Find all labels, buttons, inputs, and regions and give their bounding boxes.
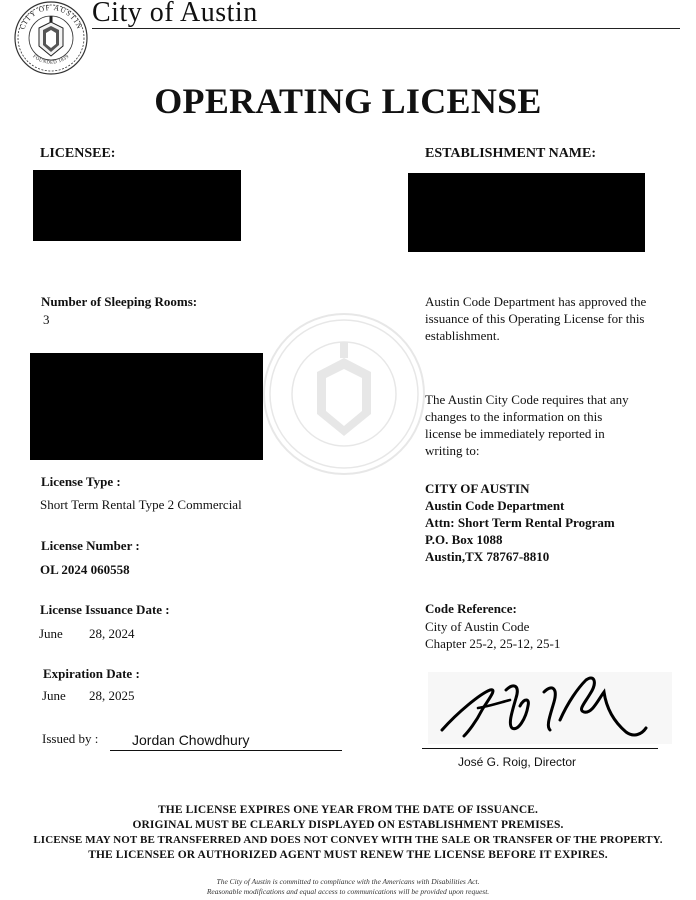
- code-reference-line: Chapter 25-2, 25-12, 25-1: [425, 636, 561, 651]
- requirement-line: license be immediately reported in: [425, 426, 605, 441]
- issuance-day-year: 28, 2024: [89, 626, 135, 641]
- code-reference: [425, 618, 560, 652]
- expiration-month: June: [42, 688, 66, 703]
- establishment-label: ESTABLISHMENT NAME:: [425, 146, 597, 161]
- redacted-address: [30, 353, 263, 460]
- redacted-licensee: [33, 170, 241, 241]
- issuance-month: June: [39, 626, 63, 641]
- licensee-label: LICENSEE:: [40, 146, 116, 161]
- approval-line: establishment.: [425, 328, 500, 343]
- expiration-date-label: Expiration Date :: [43, 666, 140, 681]
- seal-top-text: CITY OF AUSTIN: [17, 2, 85, 31]
- mailing-address: [425, 480, 615, 565]
- signature-line: [422, 748, 658, 749]
- watermark-seal-icon: [262, 312, 426, 476]
- approval-line: issuance of this Operating License for this: [425, 311, 645, 326]
- license-type-value: Short Term Rental Type 2 Commercial: [40, 497, 242, 512]
- address-line: CITY OF AUSTIN: [425, 481, 530, 496]
- rooms-label: Number of Sleeping Rooms:: [41, 294, 198, 309]
- seal-bottom-text: FOUNDED 1839: [31, 54, 71, 66]
- header-rule: [92, 28, 680, 29]
- city-seal-logo: [12, 0, 90, 76]
- notice-line: THE LICENSEE OR AUTHORIZED AGENT MUST RENEW THE LICENSE BEFORE IT EXPIRES.: [88, 849, 608, 861]
- address-line: Attn: Short Term Rental Program: [425, 515, 615, 530]
- ada-line: Reasonable modifications and equal access to communications will be provided upon request.: [206, 887, 490, 896]
- signature-graphic: [428, 672, 672, 744]
- requirement-line: changes to the information on this: [425, 409, 603, 424]
- city-name-header: City of Austin: [92, 0, 258, 28]
- license-type-label: License Type :: [41, 474, 121, 489]
- requirement-text: [425, 391, 629, 459]
- issued-by-underline: [110, 750, 342, 751]
- requirement-line: The Austin City Code requires that any: [425, 392, 629, 407]
- redacted-establishment: [408, 173, 645, 252]
- notice-line: ORIGINAL MUST BE CLEARLY DISPLAYED ON ESTABLISHMENT PREMISES.: [132, 819, 564, 831]
- expiration-day-year: 28, 2025: [89, 688, 135, 703]
- approval-line: Austin Code Department has approved the: [425, 294, 647, 309]
- approval-text: [425, 293, 646, 344]
- issuance-date-label: License Issuance Date :: [40, 602, 170, 617]
- requirement-line: writing to:: [425, 443, 480, 458]
- address-line: P.O. Box 1088: [425, 532, 503, 547]
- code-reference-label: Code Reference:: [425, 601, 517, 616]
- code-reference-line: City of Austin Code: [425, 619, 530, 634]
- issued-by-label: Issued by :: [42, 731, 99, 746]
- page-title: OPERATING LICENSE: [154, 81, 542, 121]
- address-line: Austin Code Department: [425, 498, 565, 513]
- issued-by-value: Jordan Chowdhury: [132, 732, 250, 748]
- signer-name: José G. Roig, Director: [458, 755, 577, 769]
- address-line: Austin,TX 78767-8810: [425, 549, 550, 564]
- notice-line: LICENSE MAY NOT BE TRANSFERRED AND DOES NOT CONVEY WITH THE SALE OR TRANSFER OF THE PROPERTY.: [33, 834, 663, 846]
- rooms-value: 3: [43, 312, 50, 327]
- license-number-value: OL 2024 060558: [40, 562, 130, 577]
- notice-line: THE LICENSE EXPIRES ONE YEAR FROM THE DATE OF ISSUANCE.: [158, 804, 538, 816]
- license-number-label: License Number :: [41, 538, 140, 553]
- ada-line: The City of Austin is committed to compliance with the Americans with Disabilities Act.: [216, 877, 480, 886]
